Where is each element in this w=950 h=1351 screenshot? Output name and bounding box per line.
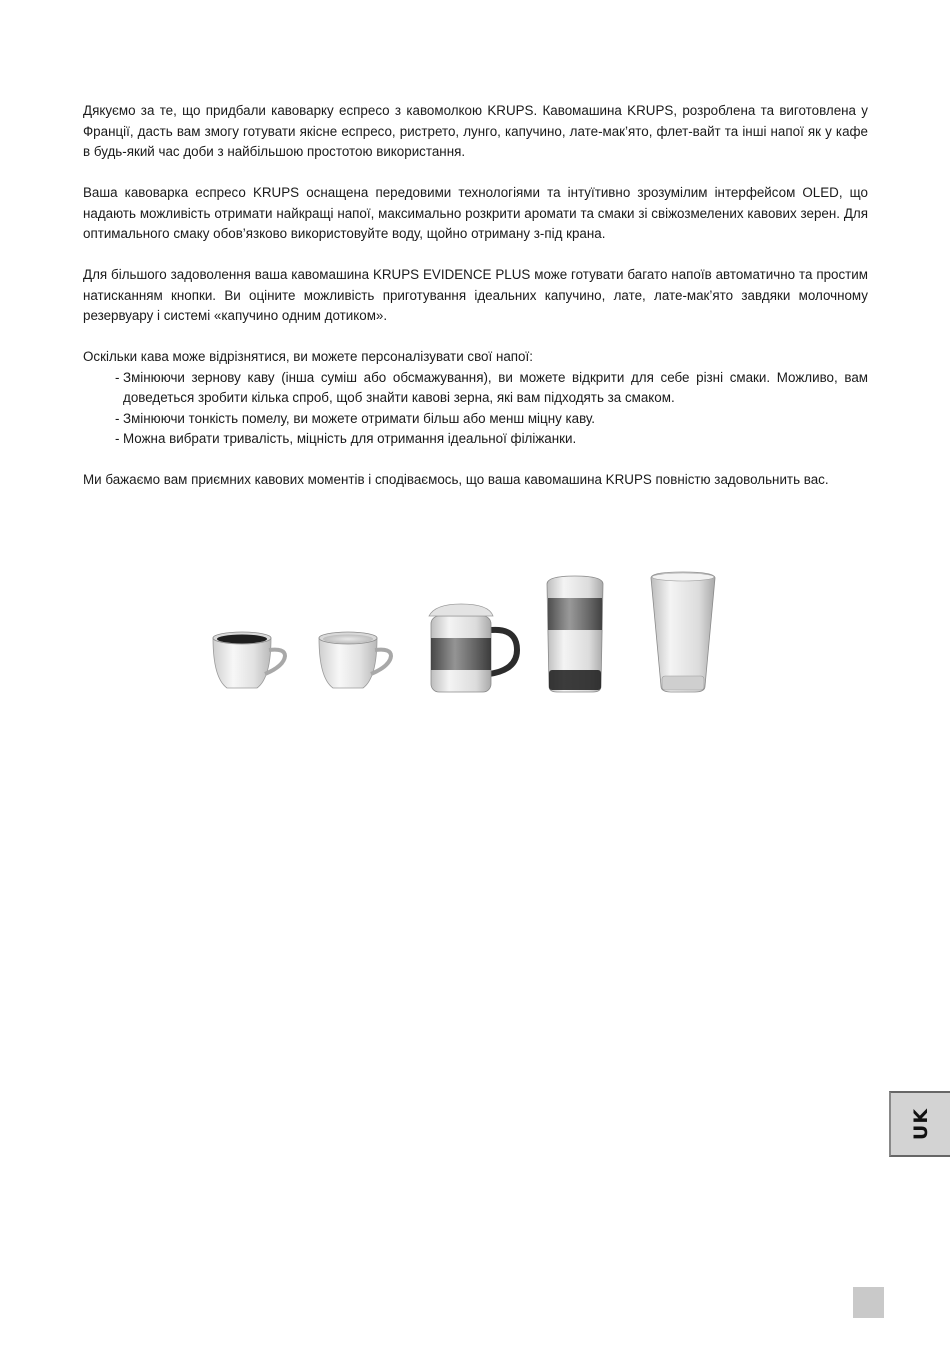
espresso-cup-icon xyxy=(213,632,285,688)
document-body xyxy=(83,101,868,511)
list-item: - Змінюючи зернову каву (інша суміш або обсмажування), ви можете відкрити для себе різні смаки. Можливо, вам доведеться зробити кілька спроб, щоб знайти кавові зерна, які вам підходять за смаком. xyxy=(115,368,868,409)
latte-macchiato-glass-icon xyxy=(547,576,603,692)
list-item: - Можна вибрати тривалість, міцність для отримання ідеальної філіжанки. xyxy=(115,429,868,450)
lungo-cup-icon xyxy=(319,632,391,688)
personalize-list xyxy=(83,368,868,450)
list-item: - Змінюючи тонкість помелу, ви можете отримати більш або менш міцну каву. xyxy=(115,409,868,430)
technology-paragraph: Ваша кавоварка еспресо KRUPS оснащена передовими технологіями та інтуїтивно зрозумілим інтерфейсом OLED, що надають можливість отримати найкращі напої, максимально розкрити аромати та смаки зі свіжозмелених кавових зерен. Для оптимального смаку обов’язково використовуйте воду, щойно отриману з-під крана. xyxy=(83,185,868,241)
closing-paragraph: Ми бажаємо вам приємних кавових моментів і сподіваємось, що ваша кавомашина KRUPS повністю задовольнить вас. xyxy=(83,472,829,487)
intro-paragraph: Дякуємо за те, що придбали кавоварку еспресо з кавомолкою KRUPS. Кавомашина KRUPS, розроблена та виготовлена у Франції, дасть вам змогу готувати якісне еспресо, ристрето, лунго, капучино, лате-мак’ято, флет-вайт та інші напої як у кафе в будь-який час доби з найбільшою простотою використання. xyxy=(83,103,868,159)
cappuccino-mug-icon xyxy=(429,604,517,692)
personalize-paragraph: Оскільки кава може відрізнятися, ви можете персоналізувати свої напої: xyxy=(83,349,533,364)
drinks-illustration xyxy=(205,570,725,695)
language-tab xyxy=(889,1091,950,1157)
milk-glass-icon xyxy=(651,572,715,692)
language-code: UK xyxy=(909,1107,932,1141)
drinks-paragraph: Для більшого задоволення ваша кавомашина KRUPS EVIDENCE PLUS може готувати багато напоїв автоматично та простим натисканням кнопки. Ви оціните можливість приготування ідеальних капучино, лате, лате-мак’ято завдяки молочному резервуару і системі «капучино одним дотиком». xyxy=(83,267,868,323)
page-number-box xyxy=(853,1287,884,1318)
